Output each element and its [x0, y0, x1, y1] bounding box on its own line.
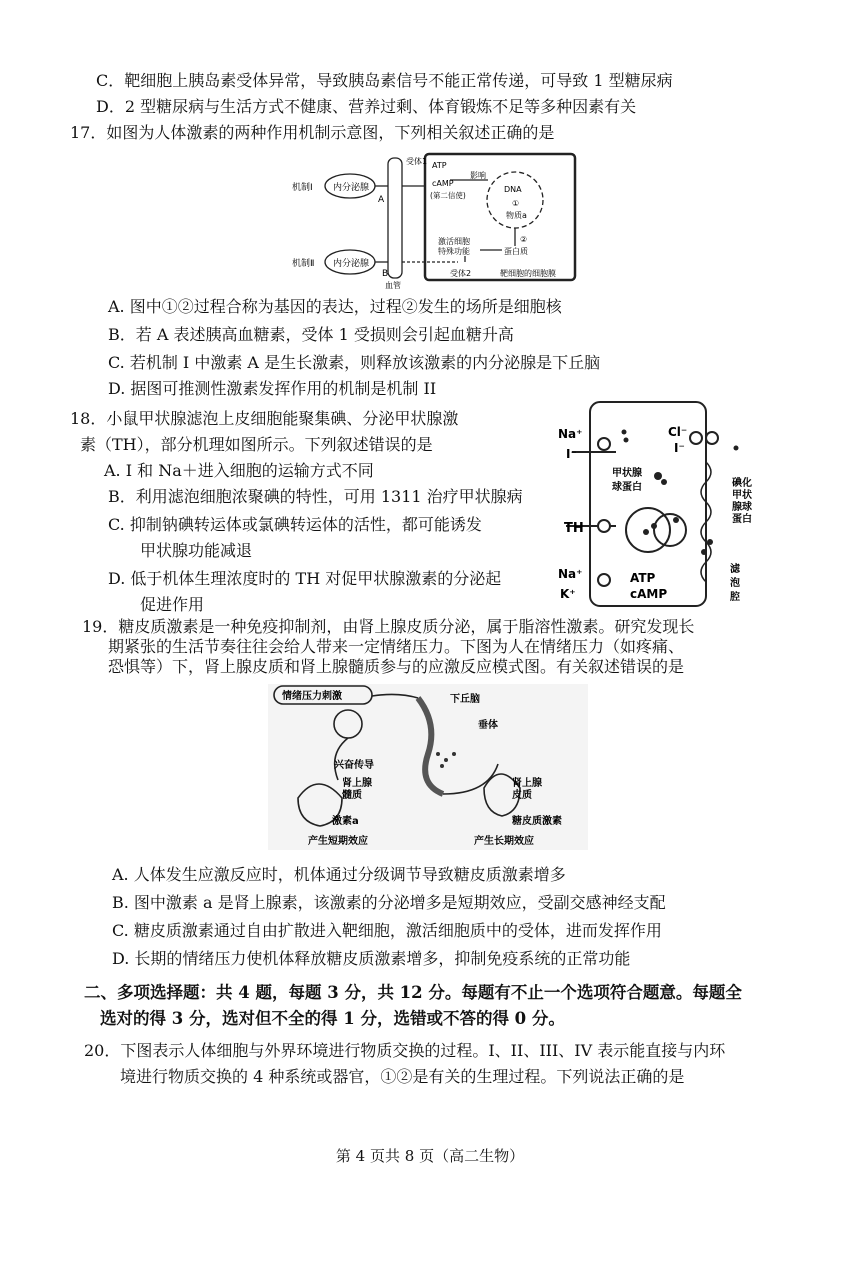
- q19-option-d: D. 长期的情绪压力使机体释放糖皮质激素增多，抑制免疫系统的正常功能: [112, 949, 631, 968]
- q18-thyroid-cell-diagram: [546, 392, 760, 614]
- q17-option-c: C. 若机制 I 中激素 A 是生长激素，则释放该激素的内分泌腺是下丘脑: [108, 353, 601, 372]
- q17-vessel-label: 血管: [385, 281, 401, 290]
- q18-na-label-2: Na⁺: [558, 567, 583, 581]
- q19-stress-label: 情绪压力刺激: [282, 691, 342, 702]
- q18-na-label: Na⁺: [558, 427, 583, 441]
- q19-short-effect-label: 产生短期效应: [308, 836, 368, 847]
- q19-option-c: C. 糖皮质激素通过自由扩散进入靶细胞，激活细胞质中的受体，进而发挥作用: [112, 921, 662, 940]
- q18-iodo-label-4: 蛋白: [732, 514, 752, 525]
- q18-lumen-label-3: 腔: [730, 592, 740, 603]
- q17-hormone-b-label: B: [382, 269, 389, 279]
- q19-stem-line2: 期紧张的生活节奏往往会给人带来一定情绪压力。下图为人在情绪压力（如疼痛、: [108, 637, 685, 656]
- q19-cortex-label-1: 肾上腺: [512, 778, 542, 789]
- q17-activate-label-1: 激活细胞: [438, 237, 470, 246]
- q17-second-messenger-label: (第二信使): [430, 191, 466, 200]
- q17-option-b: B．若 A 表述胰高血糖素，受体 1 受损则会引起血糖升高: [108, 325, 514, 344]
- q17-stem: 17．如图为人体激素的两种作用机制示意图，下列相关叙述正确的是: [70, 123, 555, 142]
- q17-mech2-label: 机制Ⅱ: [292, 259, 315, 269]
- q17-mech1-label: 机制Ⅰ: [292, 183, 313, 193]
- q19-cortex-label-2: 皮质: [512, 790, 532, 801]
- q18-k-label: K⁺: [560, 587, 576, 601]
- q19-medulla-label-2: 髓质: [342, 790, 362, 801]
- q16-option-d: D．2 型糖尿病与生活方式不健康、营养过剩、体育锻炼不足等多种因素有关: [96, 97, 637, 116]
- q17-substance-label: 物质a: [506, 211, 527, 220]
- q16-option-c: C．靶细胞上胰岛素受体异常，导致胰岛素信号不能正常传递，可导致 1 型糖尿病: [96, 71, 673, 90]
- q18-option-c-line1: C. 抑制钠碘转运体或氯碘转运体的活性，都可能诱发: [108, 515, 482, 534]
- q17-camp-label: cAMP: [432, 179, 454, 188]
- q19-glucocorticoid-label: 糖皮质激素: [512, 816, 562, 827]
- q17-membrane-label: 靶细胞的细胞膜: [500, 269, 556, 278]
- q20-stem-line2: 境进行物质交换的 4 种系统或器官，①②是有关的生理过程。下列说法正确的是: [120, 1067, 685, 1086]
- q19-long-effect-label: 产生长期效应: [474, 836, 534, 847]
- q19-option-b: B. 图中激素 a 是肾上腺素，该激素的分泌增多是短期效应，受副交感神经支配: [112, 893, 666, 912]
- q17-option-a: A. 图中①②过程合称为基因的表达，过程②发生的场所是细胞核: [108, 297, 562, 316]
- page-footer: 第 4 页共 8 页（高二生物）: [335, 1147, 525, 1165]
- q18-iodo-label-2: 甲状: [732, 490, 752, 501]
- q19-medulla-label-1: 肾上腺: [342, 778, 372, 789]
- q19-hormone-a-label: 激素a: [332, 816, 359, 827]
- q17-activate-label-2: 特殊功能: [438, 247, 470, 256]
- q17-atp-label: ATP: [432, 161, 447, 170]
- q18-option-c-line2: 甲状腺功能减退: [140, 541, 253, 560]
- q19-hypothalamus-label: 下丘脑: [450, 694, 480, 705]
- q17-dna-label: DNA: [504, 185, 522, 194]
- q18-iodo-label-3: 腺球: [732, 502, 752, 513]
- q18-lumen-label-2: 泡: [730, 578, 740, 589]
- q19-stress-response-diagram: [268, 684, 588, 850]
- q19-excitation-label: 兴奋传导: [334, 760, 374, 771]
- q19-option-a: A. 人体发生应激反应时，机体通过分级调节导致糖皮质激素增多: [112, 865, 566, 884]
- q17-gland2-label: 内分泌腺: [333, 259, 370, 269]
- section2-heading-line1: 二、多项选择题：共 4 题，每题 3 分，共 12 分。每题有不止一个选项符合题意。每题全: [84, 983, 742, 1002]
- q18-option-b: B．利用滤泡细胞浓聚碘的特性，可用 1311 治疗甲状腺病: [108, 487, 523, 506]
- q17-hormone-a-label: A: [378, 195, 385, 205]
- q20-stem-line1: 20．下图表示人体细胞与外界环境进行物质交换的过程。I、II、III、IV 表示能直接与内环: [84, 1041, 726, 1060]
- q18-iodide-label: I⁻: [566, 447, 577, 461]
- q18-atp-label: ATP: [630, 571, 656, 585]
- q18-lumen-label-1: 滤: [730, 564, 740, 575]
- q18-cl-label: Cl⁻: [668, 425, 688, 439]
- q19-stem-line3: 恐惧等）下，肾上腺皮质和肾上腺髓质参与的应激反应模式图。有关叙述错误的是: [108, 657, 685, 676]
- q19-stem-line1: 19．糖皮质激素是一种免疫抑制剂，由肾上腺皮质分泌，属于脂溶性激素。研究发现长: [82, 617, 695, 636]
- q18-iodo-label-1: 碘化: [732, 478, 752, 489]
- q17-effect-label: 影响: [470, 171, 486, 180]
- section2-heading-line2: 选对的得 3 分，选对但不全的得 1 分，选错或不答的得 0 分。: [100, 1009, 565, 1028]
- q17-protein-label: 蛋白质: [504, 247, 528, 256]
- q18-option-d-line2: 促进作用: [140, 595, 205, 614]
- q18-globulin-label-1: 甲状腺: [612, 468, 642, 479]
- q17-process1-label: ①: [512, 199, 520, 208]
- q18-camp-label: cAMP: [630, 587, 668, 601]
- q17-gland1-label: 内分泌腺: [333, 183, 370, 193]
- q18-stem-line2: 素（TH），部分机理如图所示。下列叙述错误的是: [80, 435, 433, 454]
- q17-hormone-mechanism-diagram: [290, 150, 580, 290]
- q18-option-a: A. I 和 Na＋进入细胞的运输方式不同: [104, 461, 374, 480]
- q18-stem-line1: 18．小鼠甲状腺滤泡上皮细胞能聚集碘、分泌甲状腺激: [70, 409, 459, 428]
- q18-globulin-label-2: 球蛋白: [612, 482, 642, 493]
- q19-pituitary-label: 垂体: [478, 720, 498, 731]
- q18-th-label: TH: [564, 521, 584, 536]
- q18-option-d-line1: D. 低于机体生理浓度时的 TH 对促甲状腺激素的分泌起: [108, 569, 502, 588]
- q18-iodide-label-2: I⁻: [674, 441, 685, 455]
- q17-receptor2-label: 受体2: [450, 269, 472, 278]
- q17-receptor1-label: 受体1: [406, 157, 428, 166]
- q17-process2-label: ②: [520, 235, 528, 244]
- q17-option-d: D. 据图可推测性激素发挥作用的机制是机制 II: [108, 379, 437, 398]
